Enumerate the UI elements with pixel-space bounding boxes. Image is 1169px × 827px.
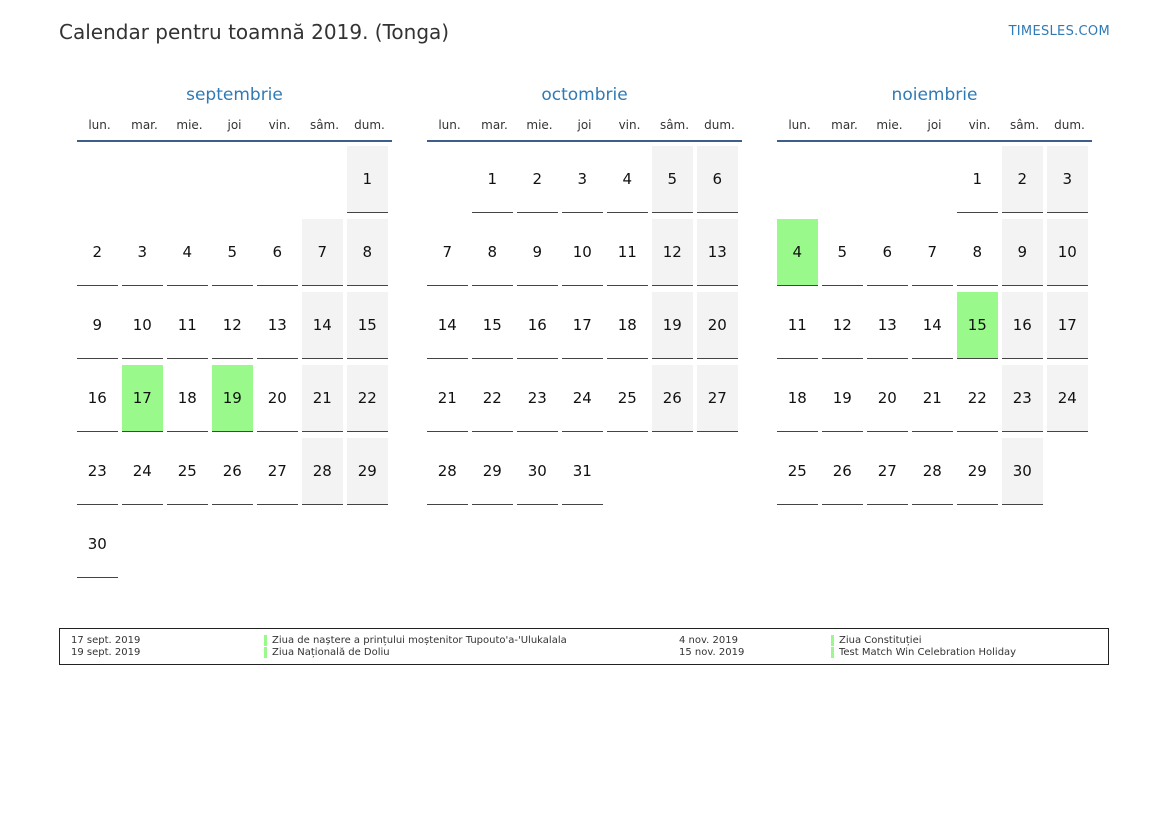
legend-date: 15 nov. 2019	[679, 647, 745, 658]
week-row	[77, 511, 392, 584]
day-cell[interactable]: 20	[867, 365, 908, 432]
day-cell[interactable]: 25	[777, 438, 818, 505]
day-cell[interactable]: 3	[1047, 146, 1088, 213]
empty-day-cell	[607, 438, 648, 505]
empty-day-cell	[912, 146, 953, 213]
empty-day-cell	[122, 511, 163, 578]
day-cell[interactable]: 10	[122, 292, 163, 359]
week-row	[427, 438, 742, 511]
month-septembrie	[77, 84, 392, 584]
week-row	[427, 219, 742, 292]
holiday-day-cell[interactable]: 4	[777, 219, 818, 286]
empty-day-cell	[822, 146, 863, 213]
weekday-label: vin.	[968, 118, 991, 132]
day-cell[interactable]: 23	[517, 365, 558, 432]
legend-holiday-name: Test Match Win Celebration Holiday	[839, 647, 1017, 658]
weekday-label: mar.	[831, 118, 858, 132]
empty-day-cell	[302, 146, 343, 213]
day-cell[interactable]: 8	[957, 219, 998, 286]
day-cell[interactable]: 16	[517, 292, 558, 359]
week-row	[77, 292, 392, 365]
day-cell[interactable]: 5	[652, 146, 693, 213]
day-cell[interactable]: 21	[302, 365, 343, 432]
week-row	[777, 146, 1092, 219]
empty-day-cell	[257, 511, 298, 578]
day-cell[interactable]: 19	[822, 365, 863, 432]
week-row	[777, 292, 1092, 365]
empty-day-cell	[652, 438, 693, 505]
day-cell[interactable]: 11	[607, 219, 648, 286]
day-cell[interactable]: 23	[1002, 365, 1043, 432]
week-row	[77, 146, 392, 219]
empty-day-cell	[167, 146, 208, 213]
month-name: octombrie	[541, 85, 628, 105]
day-cell[interactable]: 26	[652, 365, 693, 432]
day-cell[interactable]: 21	[427, 365, 468, 432]
holiday-day-cell[interactable]: 19	[212, 365, 253, 432]
day-cell[interactable]: 12	[652, 219, 693, 286]
day-cell[interactable]: 17	[1047, 292, 1088, 359]
legend-holiday-name: Ziua Națională de Doliu	[272, 647, 390, 658]
weekday-label: joi	[927, 118, 942, 132]
weekday-label: sâm.	[1009, 118, 1040, 132]
weekday-header	[77, 118, 392, 142]
week-row	[427, 365, 742, 438]
day-cell[interactable]: 8	[347, 219, 388, 286]
day-cell[interactable]: 4	[167, 219, 208, 286]
day-cell[interactable]: 14	[427, 292, 468, 359]
week-row	[777, 219, 1092, 292]
day-cell[interactable]: 10	[1047, 219, 1088, 286]
weekday-label: vin.	[618, 118, 641, 132]
day-cell[interactable]: 5	[212, 219, 253, 286]
day-cell[interactable]: 6	[867, 219, 908, 286]
month-noiembrie	[777, 84, 1092, 511]
day-cell[interactable]: 2	[77, 219, 118, 286]
day-cell[interactable]: 2	[1002, 146, 1043, 213]
week-row	[77, 438, 392, 511]
weekday-label: dum.	[1054, 118, 1085, 132]
day-cell[interactable]: 13	[697, 219, 738, 286]
day-cell[interactable]: 30	[1002, 438, 1043, 505]
holiday-day-cell[interactable]: 17	[122, 365, 163, 432]
weekday-label: lun.	[788, 118, 811, 132]
legend-date: 19 sept. 2019	[71, 647, 141, 658]
day-cell[interactable]: 22	[472, 365, 513, 432]
empty-day-cell	[427, 146, 468, 213]
day-cell[interactable]: 15	[472, 292, 513, 359]
day-cell[interactable]: 15	[347, 292, 388, 359]
empty-day-cell	[777, 146, 818, 213]
day-cell[interactable]: 3	[562, 146, 603, 213]
day-cell[interactable]: 16	[77, 365, 118, 432]
day-cell[interactable]: 14	[302, 292, 343, 359]
day-cell[interactable]: 12	[822, 292, 863, 359]
month-grid	[77, 146, 392, 584]
day-cell[interactable]: 1	[957, 146, 998, 213]
week-row	[77, 219, 392, 292]
day-cell[interactable]: 23	[77, 438, 118, 505]
legend-holiday-name: Ziua de naștere a prințului moștenitor Tupouto'a-'Ulukalala	[272, 635, 567, 646]
empty-day-cell	[697, 438, 738, 505]
day-cell[interactable]: 17	[562, 292, 603, 359]
legend-holiday-name: Ziua Constituției	[839, 635, 922, 646]
day-cell[interactable]: 18	[167, 365, 208, 432]
day-cell[interactable]: 29	[957, 438, 998, 505]
day-cell[interactable]: 25	[607, 365, 648, 432]
weekday-label: lun.	[88, 118, 111, 132]
day-cell[interactable]: 8	[472, 219, 513, 286]
day-cell[interactable]: 7	[302, 219, 343, 286]
day-cell[interactable]: 16	[1002, 292, 1043, 359]
day-cell[interactable]: 28	[912, 438, 953, 505]
day-cell[interactable]: 7	[427, 219, 468, 286]
empty-day-cell	[167, 511, 208, 578]
weekday-label: mie.	[876, 118, 903, 132]
page-title: Calendar pentru toamnă 2019. (Tonga)	[59, 20, 450, 44]
weekday-label: joi	[227, 118, 242, 132]
weekday-label: lun.	[438, 118, 461, 132]
day-cell[interactable]: 7	[912, 219, 953, 286]
weekday-label: joi	[577, 118, 592, 132]
day-cell[interactable]: 13	[257, 292, 298, 359]
day-cell[interactable]: 29	[347, 438, 388, 505]
weekday-label: mar.	[131, 118, 158, 132]
day-cell[interactable]: 9	[517, 219, 558, 286]
empty-day-cell	[212, 146, 253, 213]
weekday-header	[777, 118, 1092, 142]
day-cell[interactable]: 1	[347, 146, 388, 213]
week-row	[427, 146, 742, 219]
day-cell[interactable]: 20	[697, 292, 738, 359]
month-name: noiembrie	[891, 85, 978, 105]
empty-day-cell	[212, 511, 253, 578]
day-cell[interactable]: 27	[697, 365, 738, 432]
weekday-label: dum.	[704, 118, 735, 132]
day-cell[interactable]: 6	[697, 146, 738, 213]
week-row	[427, 292, 742, 365]
day-cell[interactable]: 9	[1002, 219, 1043, 286]
day-cell[interactable]: 24	[122, 438, 163, 505]
week-row	[77, 365, 392, 438]
month-name: septembrie	[186, 85, 283, 105]
weekday-label: sâm.	[309, 118, 340, 132]
empty-day-cell	[347, 511, 388, 578]
day-cell[interactable]: 1	[472, 146, 513, 213]
day-cell[interactable]: 24	[1047, 365, 1088, 432]
day-cell[interactable]: 28	[302, 438, 343, 505]
empty-day-cell	[257, 146, 298, 213]
day-cell[interactable]: 18	[607, 292, 648, 359]
empty-day-cell	[302, 511, 343, 578]
weekday-label: dum.	[354, 118, 385, 132]
weekday-label: mar.	[481, 118, 508, 132]
day-cell[interactable]: 3	[122, 219, 163, 286]
empty-day-cell	[77, 146, 118, 213]
legend-date: 4 nov. 2019	[679, 635, 738, 646]
day-cell[interactable]: 26	[212, 438, 253, 505]
day-cell[interactable]: 19	[652, 292, 693, 359]
legend-color-marker	[264, 647, 267, 658]
day-cell[interactable]: 11	[777, 292, 818, 359]
day-cell[interactable]: 9	[77, 292, 118, 359]
day-cell[interactable]: 18	[777, 365, 818, 432]
day-cell[interactable]: 21	[912, 365, 953, 432]
day-cell[interactable]: 30	[77, 511, 118, 578]
day-cell[interactable]: 31	[562, 438, 603, 505]
day-cell[interactable]: 2	[517, 146, 558, 213]
day-cell[interactable]: 20	[257, 365, 298, 432]
empty-day-cell	[867, 146, 908, 213]
week-row	[777, 438, 1092, 511]
day-cell[interactable]: 27	[867, 438, 908, 505]
weekday-header	[427, 118, 742, 142]
weekday-label: sâm.	[659, 118, 690, 132]
weekday-label: mie.	[526, 118, 553, 132]
month-octombrie	[427, 84, 742, 511]
day-cell[interactable]: 24	[562, 365, 603, 432]
week-row	[777, 365, 1092, 438]
day-cell[interactable]: 27	[257, 438, 298, 505]
legend-color-marker	[264, 635, 267, 646]
legend-color-marker	[831, 635, 834, 646]
day-cell[interactable]: 13	[867, 292, 908, 359]
day-cell[interactable]: 10	[562, 219, 603, 286]
day-cell[interactable]: 30	[517, 438, 558, 505]
day-cell[interactable]: 29	[472, 438, 513, 505]
holiday-day-cell[interactable]: 15	[957, 292, 998, 359]
day-cell[interactable]: 22	[347, 365, 388, 432]
empty-day-cell	[122, 146, 163, 213]
day-cell[interactable]: 28	[427, 438, 468, 505]
weekday-label: vin.	[268, 118, 291, 132]
holiday-legend	[59, 628, 1109, 665]
day-cell[interactable]: 12	[212, 292, 253, 359]
weekday-label: mie.	[176, 118, 203, 132]
legend-date: 17 sept. 2019	[71, 635, 141, 646]
day-cell[interactable]: 14	[912, 292, 953, 359]
site-link[interactable]: TIMESLES.COM	[1008, 24, 1110, 39]
day-cell[interactable]: 4	[607, 146, 648, 213]
day-cell[interactable]: 11	[167, 292, 208, 359]
month-grid	[427, 146, 742, 511]
month-grid	[777, 146, 1092, 511]
day-cell[interactable]: 26	[822, 438, 863, 505]
day-cell[interactable]: 5	[822, 219, 863, 286]
day-cell[interactable]: 25	[167, 438, 208, 505]
day-cell[interactable]: 6	[257, 219, 298, 286]
legend-color-marker	[831, 647, 834, 658]
day-cell[interactable]: 22	[957, 365, 998, 432]
empty-day-cell	[1047, 438, 1088, 505]
